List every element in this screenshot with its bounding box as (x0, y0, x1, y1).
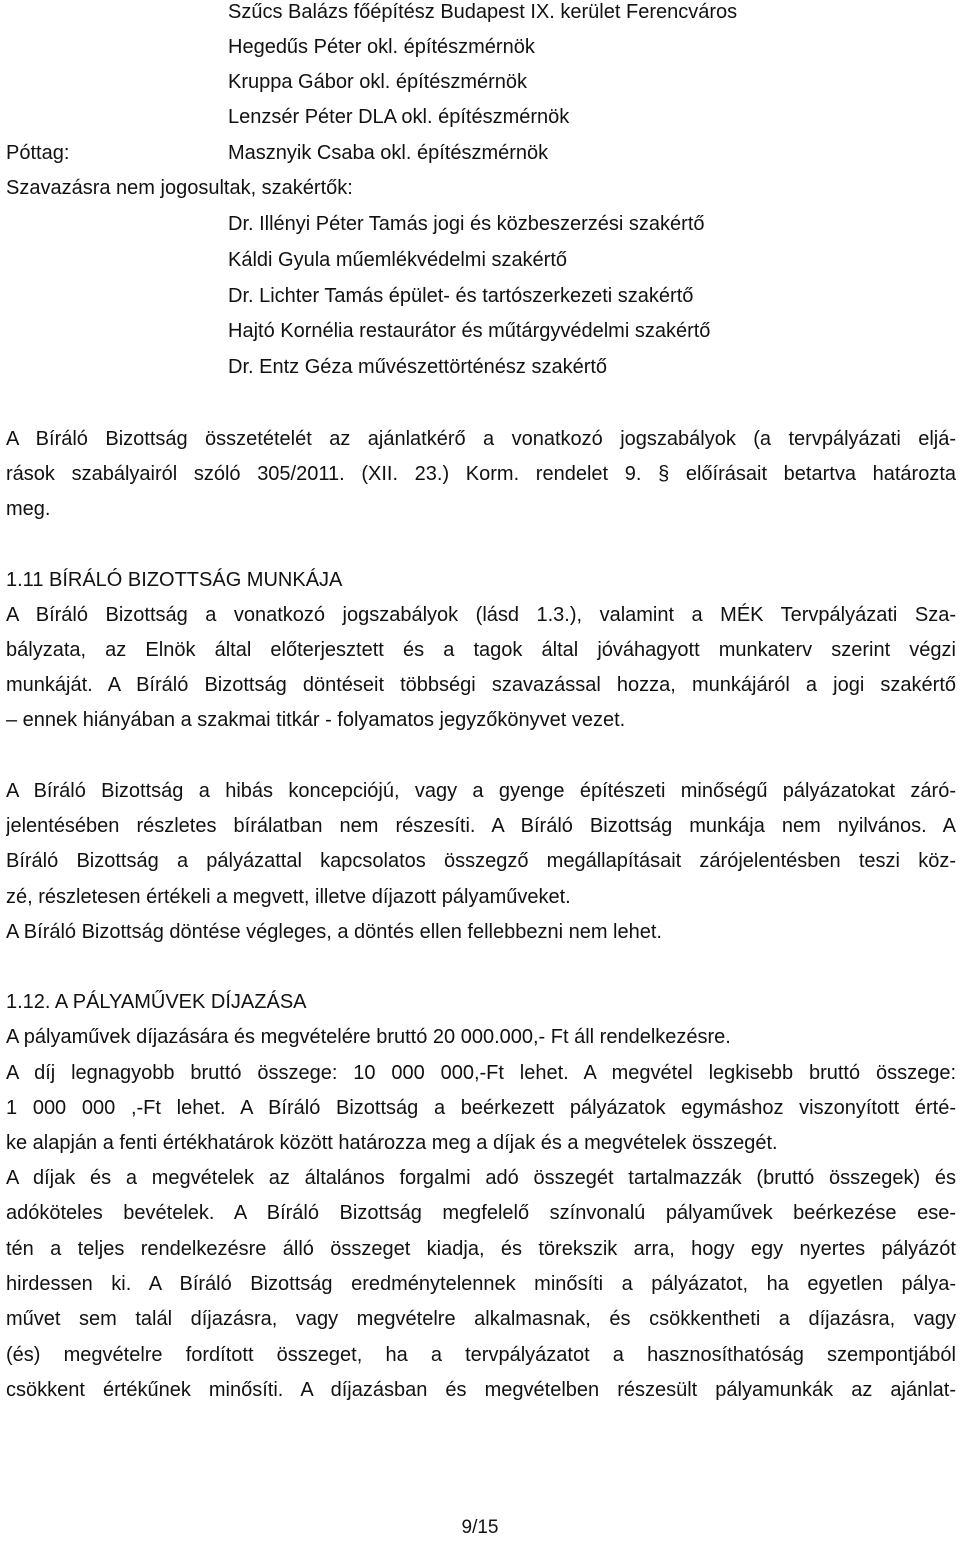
expert-item: Dr. Lichter Tamás épület- és tartószerkezeti szakértő (228, 285, 694, 307)
expert-item: Dr. Illényi Péter Tamás jogi és közbeszerzési szakértő (228, 213, 705, 235)
paragraph-line: meg. (6, 498, 51, 520)
expert-item: Káldi Gyula műemlékvédelmi szakértő (228, 249, 568, 271)
jury-member: Lenzsér Péter DLA okl. építészmérnök (228, 106, 570, 128)
paragraph-line: Bíráló Bizottság a pályázattal kapcsolatos összegző megállapításait zárójelentésben teszi köz- (6, 850, 956, 872)
paragraph-line: – ennek hiányában a szakmai titkár - folyamatos jegyzőkönyvet vezet. (6, 709, 626, 731)
expert-item: Hajtó Kornélia restaurátor és műtárgyvédelmi szakértő (228, 320, 711, 342)
paragraph-line: A Bíráló Bizottság döntése végleges, a döntés ellen fellebbezni nem lehet. (6, 921, 662, 943)
section-heading: 1.12. A PÁLYAMŰVEK DÍJAZÁSA (6, 991, 307, 1013)
paragraph-line: rások szabályairól szóló 305/2011. (XII. 23.) Korm. rendelet 9. § előírásait betartva határozta (6, 463, 956, 485)
paragraph-line: A pályaművek díjazására és megvételére bruttó 20 000.000,- Ft áll rendelkezésre. (6, 1026, 731, 1048)
jury-member: Hegedűs Péter okl. építészmérnök (228, 36, 535, 58)
paragraph-line: (és) megvételre fordított összeget, ha a tervpályázatot a hasznosíthatóság szempontjából (6, 1344, 956, 1366)
paragraph-line: zé, részletesen értékeli a megvett, illetve díjazott pályaműveket. (6, 886, 571, 908)
paragraph-line: A Bíráló Bizottság a hibás koncepciójú, vagy a gyenge építészeti minőségű pályázatokat záró- (6, 780, 956, 802)
paragraph-line: jelentésében részletes bírálatban nem részesíti. A Bíráló Bizottság munkája nem nyilvános. A (6, 815, 956, 837)
jury-member: Szűcs Balázs főépítész Budapest IX. kerület Ferencváros (228, 1, 738, 23)
jury-member: Kruppa Gábor okl. építészmérnök (228, 71, 528, 93)
paragraph-line: adóköteles bevételek. A Bíráló Bizottság megfelelő színvonalú pályaművek beérkezése ese- (6, 1202, 956, 1224)
expert-item: Dr. Entz Géza művészettörténész szakértő (228, 356, 608, 378)
paragraph-line: A díjak és a megvételek az általános forgalmi adó összegét tartalmazzák (bruttó összegek) és (6, 1167, 956, 1189)
alternate-member: Masznyik Csaba okl. építészmérnök (228, 142, 549, 164)
experts-heading: Szavazásra nem jogosultak, szakértők: (6, 177, 353, 199)
paragraph-line: hirdessen ki. A Bíráló Bizottság eredménytelennek minősíti a pályázatot, ha egyetlen pálya- (6, 1273, 956, 1295)
section-heading: 1.11 BÍRÁLÓ BIZOTTSÁG MUNKÁJA (6, 569, 343, 591)
paragraph-line: A Bíráló Bizottság a vonatkozó jogszabályok (lásd 1.3.), valamint a MÉK Tervpályázati Sza- (6, 604, 956, 626)
paragraph-line: művet sem talál díjazásra, vagy megvételre alkalmasnak, és csökkentheti a díjazásra, vagy (6, 1308, 956, 1330)
paragraph-line: csökkent értékűnek minősíti. A díjazásban és megvételben részesült pályamunkák az ajánlat- (6, 1379, 956, 1401)
paragraph-line: A díj legnagyobb bruttó összege: 10 000 000,-Ft lehet. A megvétel legkisebb bruttó összege: (6, 1062, 956, 1084)
alternate-label: Póttag: (6, 142, 70, 164)
page-number: 9/15 (461, 1517, 499, 1538)
paragraph-line: 1 000 000 ,-Ft lehet. A Bíráló Bizottság a beérkezett pályázatok egymáshoz viszonyított érté- (6, 1097, 956, 1119)
paragraph-line: munkáját. A Bíráló Bizottság döntéseit többségi szavazással hozza, munkájáról a jogi szakértő (6, 674, 956, 696)
paragraph-line: ke alapján a fenti értékhatárok között határozza meg a díjak és a megvételek összegét. (6, 1132, 778, 1154)
paragraph-line: bályzata, az Elnök által előterjesztett és a tagok által jóváhagyott munkaterv szerint végzi (6, 639, 956, 661)
paragraph-line: A Bíráló Bizottság összetételét az ajánlatkérő a vonatkozó jogszabályok (a tervpályázati eljá- (6, 428, 956, 450)
paragraph-line: tén a teljes rendelkezésre álló összeget kiadja, és törekszik arra, hogy egy nyertes pályázót (6, 1238, 956, 1260)
